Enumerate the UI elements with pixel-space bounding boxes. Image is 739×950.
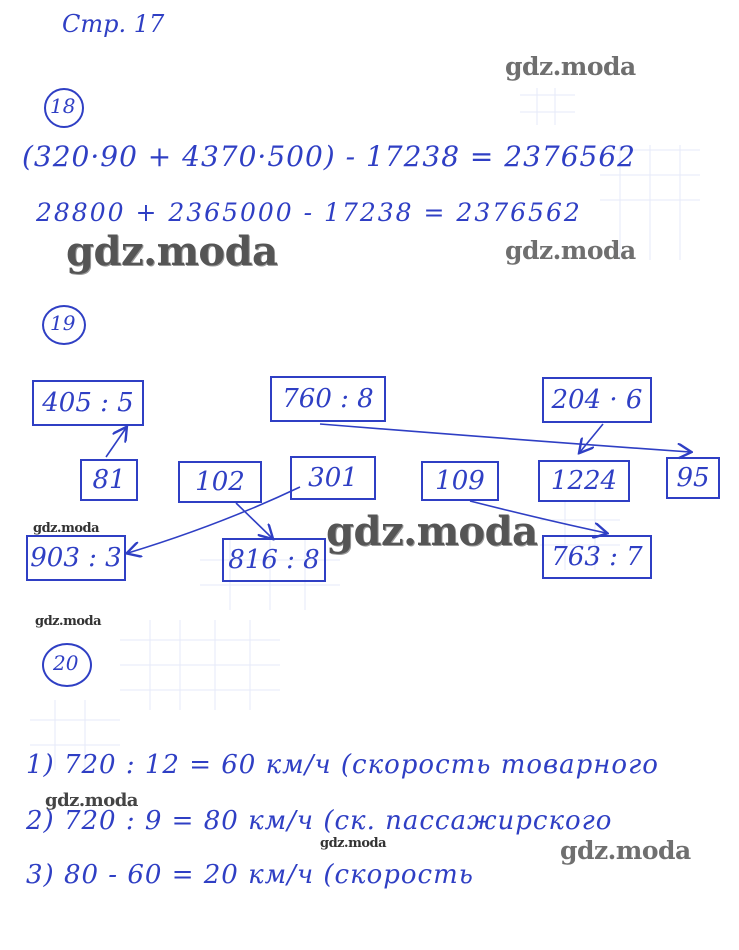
box-81: 81: [80, 459, 138, 501]
watermark: gdz.moda: [560, 836, 691, 865]
box-204-mul-6: 204 · 6: [542, 377, 652, 423]
task-19-number: 19: [50, 311, 76, 335]
box-1224: 1224: [538, 460, 630, 502]
task-20-line-3: 3) 80 - 60 = 20 км/ч (скорость: [26, 860, 474, 890]
watermark: gdz.moda: [66, 228, 278, 275]
arrow-301-to-903: [128, 487, 300, 553]
box-102: 102: [178, 461, 262, 503]
watermark: gdz.moda: [45, 790, 138, 811]
watermark: gdz.moda: [35, 614, 102, 629]
watermark: gdz.moda: [326, 508, 538, 555]
arrow-760-to-95: [320, 424, 690, 452]
task-20-number: 20: [53, 651, 79, 675]
watermark: gdz.moda: [320, 836, 387, 851]
task-18-number: 18: [50, 94, 76, 118]
watermark: gdz.moda: [33, 521, 100, 536]
task-18-line-1: (320·90 + 4370·500) - 17238 = 2376562: [22, 140, 636, 173]
box-405-div-5: 405 : 5: [32, 380, 144, 426]
task-18-line-2: 28800 + 2365000 - 17238 = 2376562: [36, 198, 582, 227]
box-903-div-3: 903 : 3: [26, 535, 126, 581]
arrow-204-to-1224: [580, 424, 603, 452]
box-95: 95: [666, 457, 720, 499]
arrow-109-to-763: [470, 501, 606, 533]
page-label: Стр. 17: [62, 10, 165, 38]
box-763-div-7: 763 : 7: [542, 535, 652, 579]
box-760-div-8: 760 : 8: [270, 376, 386, 422]
watermark: gdz.moda: [505, 236, 636, 265]
box-816-div-8: 816 : 8: [222, 538, 326, 582]
task-20-line-2: 2) 720 : 9 = 80 км/ч (ск. пассажирского: [26, 806, 613, 836]
task-20-line-1: 1) 720 : 12 = 60 км/ч (скорость товарного: [26, 750, 659, 780]
watermark: gdz.moda: [505, 52, 636, 81]
box-109: 109: [421, 461, 499, 501]
box-301: 301: [290, 456, 376, 500]
arrow-81-to-405: [106, 428, 126, 457]
